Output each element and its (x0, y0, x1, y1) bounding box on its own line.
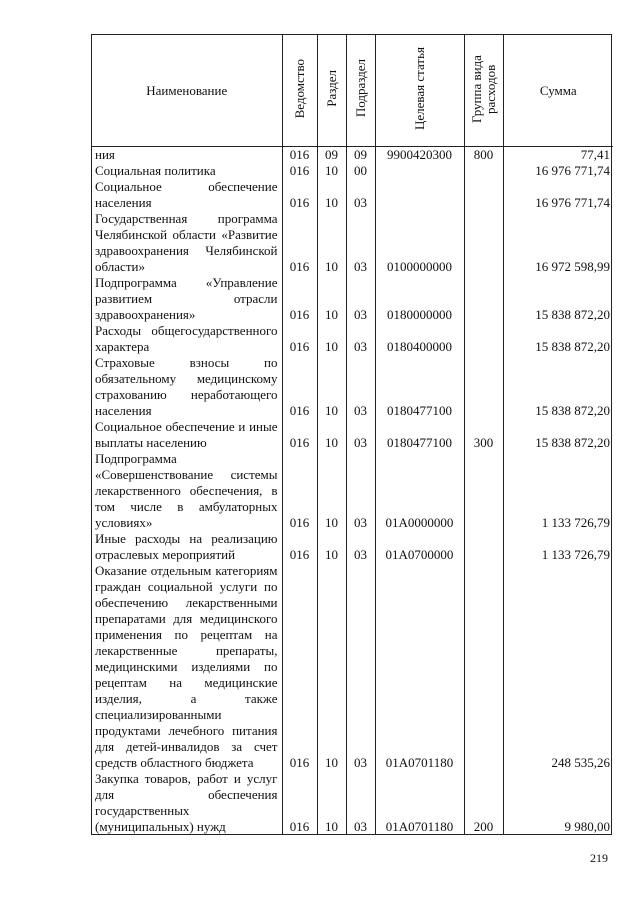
page-number: 219 (590, 851, 608, 865)
cell-target: 0180000000 (375, 275, 464, 323)
cell-dept: 016 (282, 419, 317, 451)
cell-section: 09 (317, 147, 346, 164)
cell-sum: 1 133 726,79 (503, 451, 613, 531)
header-subsection: Подраздел (346, 35, 375, 147)
cell-expense-group: 200 (464, 771, 503, 835)
cell-subsection: 03 (346, 419, 375, 451)
cell-target: 0180477100 (375, 419, 464, 451)
table-row (92, 163, 613, 179)
cell-expense-group (464, 275, 503, 323)
cell-sum: 77,41 (503, 147, 613, 164)
cell-subsection: 03 (346, 323, 375, 355)
cell-expense-group (464, 179, 503, 211)
cell-target (375, 179, 464, 211)
cell-section: 10 (317, 419, 346, 451)
cell-target: 0100000000 (375, 211, 464, 275)
cell-subsection: 03 (346, 563, 375, 771)
table-row (92, 211, 613, 275)
cell-section: 10 (317, 771, 346, 835)
cell-expense-group (464, 163, 503, 179)
cell-sum: 15 838 872,20 (503, 323, 613, 355)
cell-dept: 016 (282, 531, 317, 563)
table-row (92, 771, 613, 835)
cell-name: Подпрограмма «Совершенствование системы лекарственного обеспечения, в том числе в амбулаторных условиях» (92, 451, 282, 531)
header-target: Целевая статья (375, 35, 464, 147)
budget-table-frame (91, 34, 612, 835)
cell-name: Социальное обеспечение и иные выплаты населению (92, 419, 282, 451)
cell-name: Социальное обеспечение населения (92, 179, 282, 211)
table-row (92, 147, 613, 164)
cell-target: 01А0701180 (375, 771, 464, 835)
cell-target: 0180400000 (375, 323, 464, 355)
cell-subsection: 03 (346, 531, 375, 563)
table-row (92, 419, 613, 451)
cell-sum: 16 976 771,74 (503, 179, 613, 211)
cell-dept: 016 (282, 355, 317, 419)
cell-target: 01А0700000 (375, 531, 464, 563)
cell-sum: 248 535,26 (503, 563, 613, 771)
cell-expense-group (464, 563, 503, 771)
header-expense-group: Группа вида расходов (464, 35, 503, 147)
cell-expense-group (464, 355, 503, 419)
cell-subsection: 03 (346, 275, 375, 323)
cell-section: 10 (317, 275, 346, 323)
cell-sum: 16 972 598,99 (503, 211, 613, 275)
cell-name: Оказание отдельным категориям граждан социальной услуги по обеспечению лекарственными препаратами для медицинского применения по рецептам на лекарственные препараты, медицинскими изделиями по рецептам на медицинские изделия, а также специализированными продуктами лечебного питания для детей-инвалидов за счет средств областного бюджета (92, 563, 282, 771)
budget-table (92, 35, 613, 835)
cell-dept: 016 (282, 163, 317, 179)
cell-dept: 016 (282, 275, 317, 323)
header-sum: Сумма (503, 35, 613, 147)
cell-target: 01А0701180 (375, 563, 464, 771)
cell-section: 10 (317, 451, 346, 531)
cell-sum: 15 838 872,20 (503, 355, 613, 419)
cell-subsection: 03 (346, 211, 375, 275)
header-section: Раздел (317, 35, 346, 147)
table-row (92, 531, 613, 563)
cell-sum: 16 976 771,74 (503, 163, 613, 179)
cell-dept: 016 (282, 323, 317, 355)
cell-name: ния (92, 147, 282, 164)
table-row (92, 275, 613, 323)
cell-sum: 1 133 726,79 (503, 531, 613, 563)
cell-dept: 016 (282, 211, 317, 275)
cell-section: 10 (317, 179, 346, 211)
cell-subsection: 03 (346, 451, 375, 531)
table-row (92, 355, 613, 419)
cell-name: Страховые взносы по обязательному медицинскому страхованию неработающего населения (92, 355, 282, 419)
table-row (92, 563, 613, 771)
cell-name: Государственная программа Челябинской области «Развитие здравоохранения Челябинской области» (92, 211, 282, 275)
cell-name: Социальная политика (92, 163, 282, 179)
cell-section: 10 (317, 211, 346, 275)
cell-subsection: 00 (346, 163, 375, 179)
cell-dept: 016 (282, 179, 317, 211)
cell-name: Расходы общегосударственного характера (92, 323, 282, 355)
cell-subsection: 09 (346, 147, 375, 164)
cell-sum: 9 980,00 (503, 771, 613, 835)
cell-sum: 15 838 872,20 (503, 419, 613, 451)
table-row (92, 179, 613, 211)
table-row (92, 451, 613, 531)
cell-name: Иные расходы на реализацию отраслевых мероприятий (92, 531, 282, 563)
cell-target: 01А0000000 (375, 451, 464, 531)
cell-target: 0180477100 (375, 355, 464, 419)
cell-dept: 016 (282, 563, 317, 771)
header-row (92, 35, 613, 147)
cell-expense-group (464, 323, 503, 355)
cell-section: 10 (317, 531, 346, 563)
cell-expense-group: 300 (464, 419, 503, 451)
cell-subsection: 03 (346, 355, 375, 419)
header-dept: Ведомство (282, 35, 317, 147)
cell-sum: 15 838 872,20 (503, 275, 613, 323)
cell-expense-group (464, 451, 503, 531)
cell-expense-group (464, 531, 503, 563)
cell-name: Закупка товаров, работ и услуг для обеспечения государственных (муниципальных) нужд (92, 771, 282, 835)
cell-section: 10 (317, 563, 346, 771)
cell-name: Подпрограмма «Управление развитием отрасли здравоохранения» (92, 275, 282, 323)
cell-target (375, 163, 464, 179)
cell-expense-group (464, 211, 503, 275)
cell-dept: 016 (282, 451, 317, 531)
cell-subsection: 03 (346, 771, 375, 835)
cell-target: 9900420300 (375, 147, 464, 164)
table-row (92, 323, 613, 355)
cell-section: 10 (317, 323, 346, 355)
cell-dept: 016 (282, 147, 317, 164)
cell-section: 10 (317, 355, 346, 419)
header-name: Наименование (92, 35, 282, 147)
cell-section: 10 (317, 163, 346, 179)
cell-dept: 016 (282, 771, 317, 835)
cell-expense-group: 800 (464, 147, 503, 164)
cell-subsection: 03 (346, 179, 375, 211)
